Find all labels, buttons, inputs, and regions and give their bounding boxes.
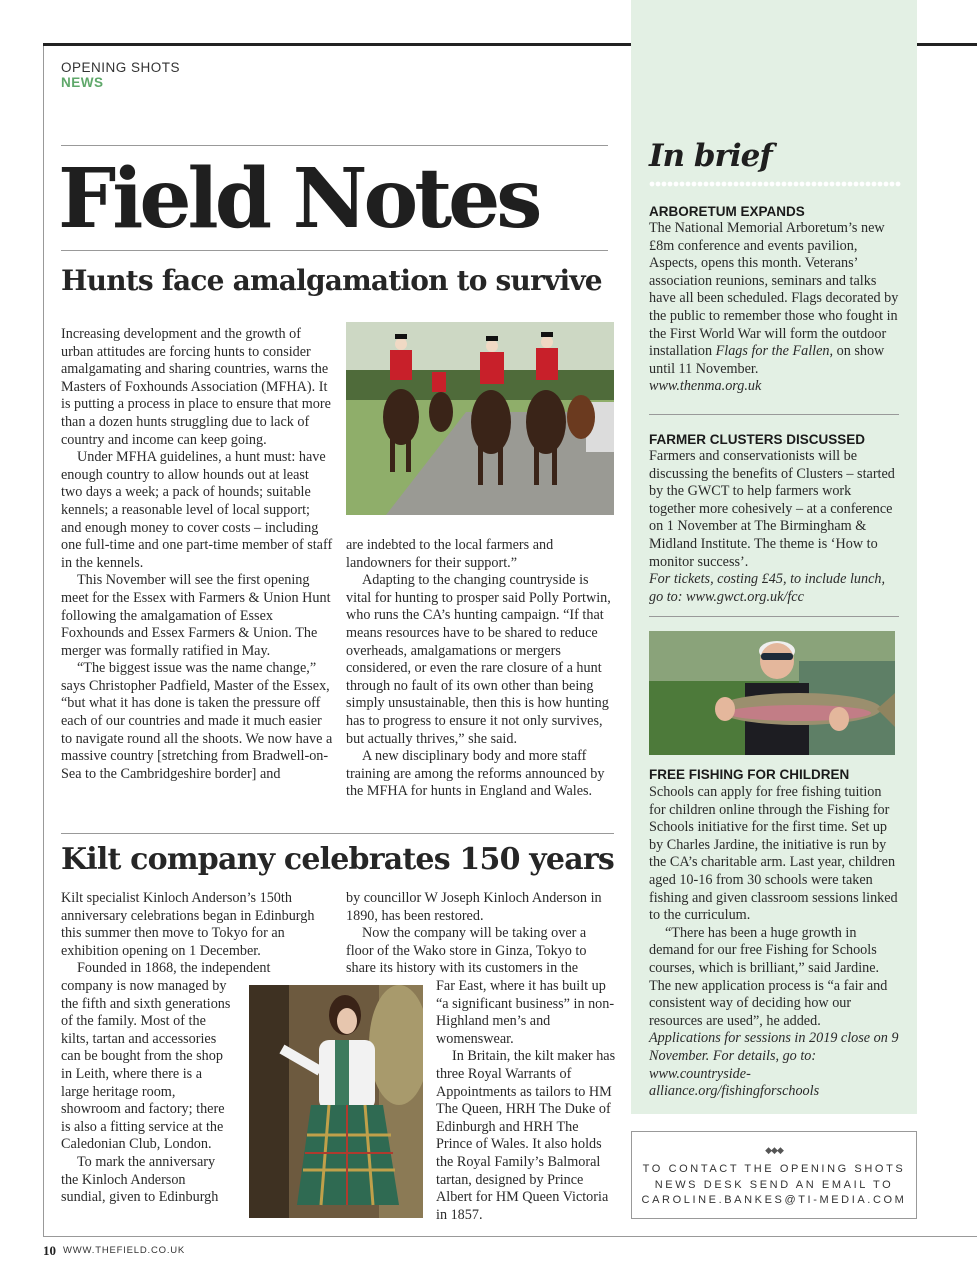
paragraph: Founded in 1868, the independent xyxy=(77,960,271,977)
paragraph: are indebted to the local farmers and landowners for their support.” xyxy=(346,537,554,571)
dot xyxy=(776,182,781,187)
dot xyxy=(800,182,805,187)
dot xyxy=(860,182,865,187)
masthead-rule-bottom xyxy=(61,250,608,251)
brief-body-arboretum xyxy=(649,220,901,396)
paragraph: “The biggest issue was the name change,” says Christopher Padfield, Master of the Essex, “but what it has done is taken the pressure off each of our countries and made it much easier to navigate round all the shoots. We now have a massive country [stretching from Bradwell-on-Sea to the Cambridgeshire border] and xyxy=(61,660,333,782)
contact-line: TO CONTACT THE OPENING SHOTS xyxy=(642,1163,906,1175)
story-kilt-column-1-top xyxy=(61,890,336,978)
dot xyxy=(842,182,847,187)
paragraph: To mark the anniversary the Kinloch Anderson sundial, given to Edinburgh xyxy=(61,1153,219,1206)
paragraph: A new disciplinary body and more staff training are among the reforms announced by the MFHA for hunts in England and Wales. xyxy=(346,748,605,800)
paragraph: This November will see the first opening meet for the Essex with Farmers & Union Hunt following the amalgamation of Essex Foxhounds and Essex Farmers & Union. The merger was formally ratified in May. xyxy=(61,572,331,659)
kilt-illustration xyxy=(249,985,423,1218)
paragraph: Increasing development and the growth of urban attitudes are forcing hunts to consider amalgamating and sharing countries, warns the Masters of Foxhounds Association (MFHA). It is putting a process in place to ensure that more than a dozen hunts struggling due to lack of country and income can keep going. xyxy=(61,326,331,448)
dot xyxy=(656,182,661,187)
dot xyxy=(662,182,667,187)
dot xyxy=(884,182,889,187)
dot xyxy=(806,182,811,187)
story-kilt-column-2-top xyxy=(346,890,616,978)
brief-heading-clusters: FARMER CLUSTERS DISCUSSED xyxy=(649,432,866,447)
dot xyxy=(818,182,823,187)
dot xyxy=(794,182,799,187)
brief-italic: Flags for the Fallen, xyxy=(715,343,834,360)
dot xyxy=(758,182,763,187)
dot xyxy=(836,182,841,187)
hunt-illustration xyxy=(346,322,614,515)
dot xyxy=(830,182,835,187)
story-kilt-column-2-narrow xyxy=(436,978,616,1224)
paragraph: In Britain, the kilt maker has three Royal Warrants of Appointments as tailors to HM The Queen, HRH The Duke of Edinburgh and HRH The Prince of Wales. It also holds the Royal Family’s Balmoral tartan, designed by Prince Albert for HM Queen Victoria in 1857. xyxy=(436,1048,616,1223)
dot xyxy=(674,182,679,187)
brief-heading-fishing: FREE FISHING FOR CHILDREN xyxy=(649,767,850,782)
story-hunts-column-2 xyxy=(346,537,616,801)
dot xyxy=(734,182,739,187)
contact-email[interactable]: CAROLINE.BANKES@TI-MEDIA.COM xyxy=(641,1194,907,1206)
brief-body-clusters xyxy=(649,448,901,606)
paragraph: company is now managed by the fifth and sixth generations of the family. Most of the kilts, tartan and accessories can be bought from the shop in Leith, where there is a large heritage room, showroom and factory; there is also a fitting service at the Caledonian Club, London. xyxy=(61,978,231,1153)
paragraph: Kilt specialist Kinloch Anderson’s 150th anniversary celebrations began in Edinburgh this summer then move to Tokyo for an exhibition opening on 1 December. xyxy=(61,890,315,959)
kilt-photo xyxy=(249,985,423,1218)
page-title: Field Notes xyxy=(58,151,539,247)
brief-text: Farmers and conservationists will be discussing the benefits of Clusters – started by the GWCT to help farmers work together more cohesively – at a conference on 1 November at The Birmingham & Midland Institute. The theme is ‘How to monitor success’. xyxy=(649,448,895,570)
contact-box xyxy=(631,1131,917,1219)
dot xyxy=(752,182,757,187)
dot xyxy=(746,182,751,187)
dot xyxy=(866,182,871,187)
dot xyxy=(854,182,859,187)
story-kilt-column-1-narrow xyxy=(61,978,231,1207)
left-rule xyxy=(43,46,44,1236)
dot xyxy=(812,182,817,187)
paragraph: by councillor W Joseph Kinloch Anderson in 1890, has been restored. xyxy=(346,890,602,924)
hunt-photo xyxy=(346,322,614,515)
dot xyxy=(890,182,895,187)
sidebar-title: In brief xyxy=(649,138,772,174)
dot xyxy=(896,182,901,187)
dot xyxy=(848,182,853,187)
site-url[interactable]: WWW.THEFIELD.CO.UK xyxy=(63,1245,186,1256)
dot xyxy=(728,182,733,187)
dot xyxy=(740,182,745,187)
section-label: OPENING SHOTS xyxy=(61,60,181,75)
dot xyxy=(710,182,715,187)
dot xyxy=(722,182,727,187)
sidebar-dots-divider xyxy=(649,180,901,188)
dot xyxy=(824,182,829,187)
dot xyxy=(716,182,721,187)
story-hunts-column-1 xyxy=(61,326,333,783)
dot xyxy=(692,182,697,187)
section-sublabel: NEWS xyxy=(61,75,104,90)
brief-text: Schools can apply for free fishing tuition for children online through the Fishing for Schools initiative for the first time. Set up by Charles Jardine, the initiative is run by the CA’s charitable arm. Last year, children aged 10-16 from 30 schools were taken fishing and given classroom sessions linked to the curriculum. xyxy=(649,784,898,924)
brief-italic: Applications for sessions in 2019 close on 9 November. For details, go to: www.countryside-alliance.org/fishingforschools xyxy=(649,1030,899,1100)
brief-heading-arboretum: ARBORETUM EXPANDS xyxy=(649,204,805,219)
arboretum-link[interactable]: www.thenma.org.uk xyxy=(649,378,762,395)
dot xyxy=(782,182,787,187)
diamond-icon: ◆◆◆ xyxy=(765,1146,783,1156)
footer-rule xyxy=(43,1236,977,1237)
dot xyxy=(788,182,793,187)
brief-body-fishing xyxy=(649,784,901,1101)
story-headline-hunts: Hunts face amalgamation to survive xyxy=(61,264,602,297)
dot xyxy=(686,182,691,187)
story-headline-kilt: Kilt company celebrates 150 years xyxy=(61,842,614,877)
paragraph: Now the company will be taking over a floor of the Wako store in Ginza, Tokyo to share its history with its customers in the xyxy=(346,925,587,977)
dot xyxy=(770,182,775,187)
story-divider xyxy=(61,833,614,834)
brief-italic: For tickets, costing £45, to include lunch, go to: www.gwct.org.uk/fcc xyxy=(649,571,886,605)
contact-text xyxy=(632,1162,916,1209)
page-number: 10 xyxy=(43,1243,56,1258)
dot xyxy=(872,182,877,187)
brief-text: The National Memorial Arboretum’s new £8m conference and events pavilion, Aspects, opens this month. Veterans’ association reunions, seminars and talks have all been scheduled. Flags decorated by the public to remember those who fought in the First World War will form the outdoor installation xyxy=(649,220,899,360)
dot xyxy=(698,182,703,187)
fishing-illustration xyxy=(649,631,895,755)
dot xyxy=(680,182,685,187)
contact-line: NEWS DESK SEND AN EMAIL TO xyxy=(654,1178,894,1191)
dot xyxy=(650,182,655,187)
dot xyxy=(878,182,883,187)
fishing-photo xyxy=(649,631,895,755)
dot xyxy=(704,182,709,187)
dot xyxy=(764,182,769,187)
sidebar-divider xyxy=(649,414,899,415)
dot xyxy=(668,182,673,187)
brief-text: on show until 11 November. xyxy=(649,343,885,377)
brief-quote: “There has been a huge growth in demand for our free Fishing for Schools courses, which is brilliant,” said Jardine. The new application process is “a fair and consistent way of deciding how our resources are used”, he added. xyxy=(649,924,888,1029)
paragraph: Far East, where it has built up “a significant business” in non-Highland men’s and womenswear. xyxy=(436,978,615,1047)
paragraph: Under MFHA guidelines, a hunt must: have enough country to allow hounds out at least two days a week; a pack of hounds; suitable kennels; a reasonable level of local support; and enough money to cover costs – including one full-time and one part-time member of staff in the kennels. xyxy=(61,449,333,571)
paragraph: Adapting to the changing countryside is vital for hunting to prosper said Polly Portwin, who runs the CA’s hunting campaign. “If that means resources have to be shared to reduce overheads, amalgamations or mergers considered, or even the rare closure of a hunt through no fault of its own other than being simply unsustainable, then this is how hunting has to progress to ensure it not only survives, but actually thrives,” she said. xyxy=(346,572,611,747)
sidebar-divider xyxy=(649,616,899,617)
